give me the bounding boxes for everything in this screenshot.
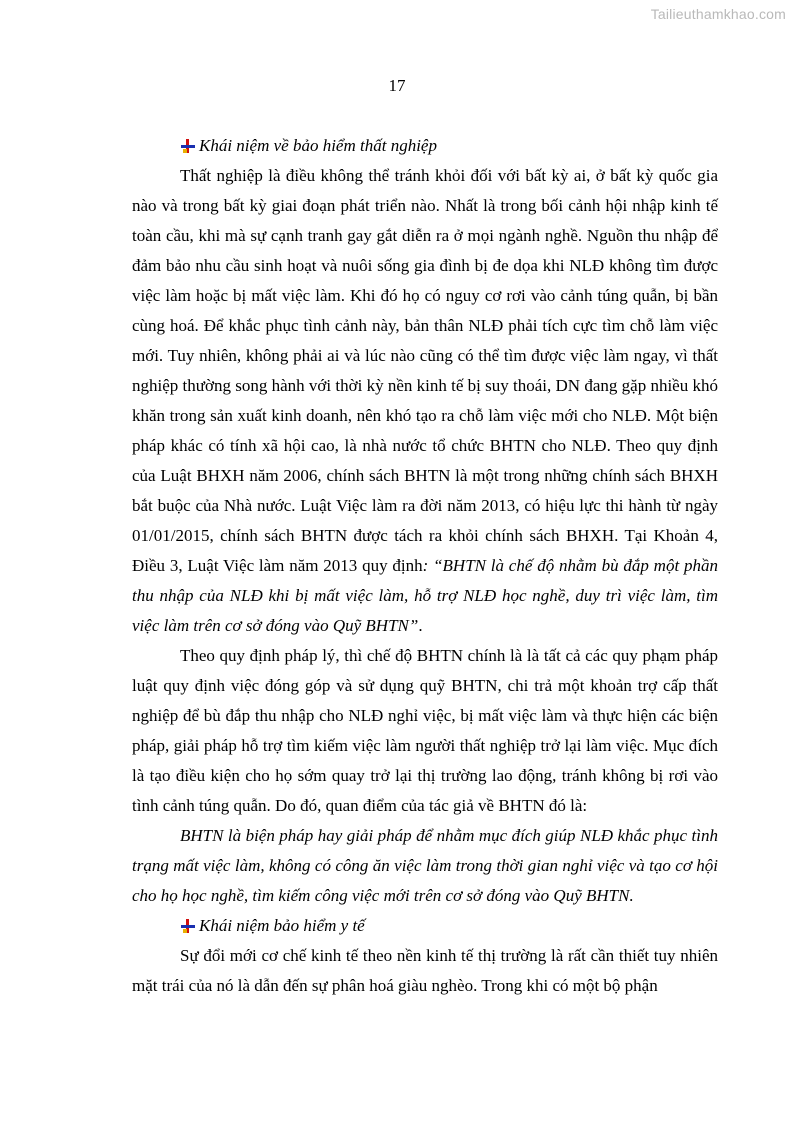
section-heading-health-insurance <box>132 911 718 941</box>
author-definition: BHTN là biện pháp hay giải pháp để nhằm mục đích giúp NLĐ khắc phục tình trạng mất việc làm, không có công ăn việc làm trong thời gian nghỉ việc và tạo cơ hội cho họ học nghề, tìm kiếm công việc mới trên cơ sở đóng vào Quỹ BHTN. <box>132 826 718 905</box>
legal-quote: : “BHTN là chế độ nhằm bù đắp một phần thu nhập của NLĐ khi bị mất việc làm, hỗ trợ NLĐ học nghề, duy trì việc làm, tìm việc làm trên cơ sở đóng vào Quỹ BHTN” <box>132 556 718 635</box>
paragraph: Theo quy định pháp lý, thì chế độ BHTN chính là là tất cả các quy phạm pháp luật quy định việc đóng góp và sử dụng quỹ BHTN, chi trả một khoản trợ cấp thất nghiệp để bù đắp thu nhập cho NLĐ nghỉ việc, bị mất việc làm và thực hiện các biện pháp, giải pháp hỗ trợ tìm kiếm việc làm người thất nghiệp trở lại làm việc. Mục đích là tạo điều kiện cho họ sớm quay trở lại thị trường lao động, tránh không bị rơi vào tình cảnh túng quẫn. Do đó, quan điểm của tác giả về BHTN đó là: <box>132 646 718 815</box>
watermark: Tailieuthamkhao.com <box>650 6 786 22</box>
document-body <box>132 131 718 1001</box>
paragraph-end: . <box>418 616 423 635</box>
page-number: 17 <box>388 76 406 95</box>
paragraph: Sự đổi mới cơ chế kinh tế theo nền kinh tế thị trường là rất cần thiết tuy nhiên mặt trái của nó là dẫn đến sự phân hoá giàu nghèo. Trong khi có một bộ phận <box>132 946 718 995</box>
section-heading-unemployment-insurance <box>132 131 718 161</box>
heading-text: Khái niệm bảo hiểm y tế <box>199 916 365 935</box>
bullet-icon <box>181 139 195 153</box>
paragraph-text: Thất nghiệp là điều không thể tránh khỏi đối với bất kỳ ai, ở bất kỳ quốc gia nào và trong bất kỳ giai đoạn phát triển nào. Nhất là trong bối cảnh hội nhập kinh tế toàn cầu, khi mà sự cạnh tranh gay gắt diễn ra ở mọi ngành nghề. Nguồn thu nhập để đảm bảo nhu cầu sinh hoạt và nuôi sống gia đình bị đe dọa khi NLĐ không tìm được việc làm hoặc bị mất việc làm. Khi đó họ có nguy cơ rơi vào cảnh túng quẫn, bị bần cùng hoá. Để khắc phục tình cảnh này, bản thân NLĐ phải tích cực tìm chỗ làm việc mới. Tuy nhiên, không phải ai và lúc nào cũng có thể tìm được việc làm ngay, vì thất nghiệp thường song hành với thời kỳ nền kinh tế bị suy thoái, DN đang gặp nhiều khó khăn trong sản xuất kinh doanh, nên khó tạo ra chỗ làm việc mới cho NLĐ. Một biện pháp khác có tính xã hội cao, là nhà nước tổ chức BHTN cho NLĐ. Theo quy định của Luật BHXH năm 2006, chính sách BHTN là một trong những chính sách BHXH bắt buộc của Nhà nước. Luật Việc làm ra đời năm 2013, có hiệu lực thi hành từ ngày 01/01/2015, chính sách BHTN được tách ra khỏi chính sách BHXH. Tại Khoản 4, Điều 3, Luật Việc làm năm 2013 quy định <box>132 166 718 575</box>
bullet-icon <box>181 919 195 933</box>
heading-text: Khái niệm về bảo hiểm thất nghiệp <box>199 136 437 155</box>
paragraph <box>132 161 718 641</box>
